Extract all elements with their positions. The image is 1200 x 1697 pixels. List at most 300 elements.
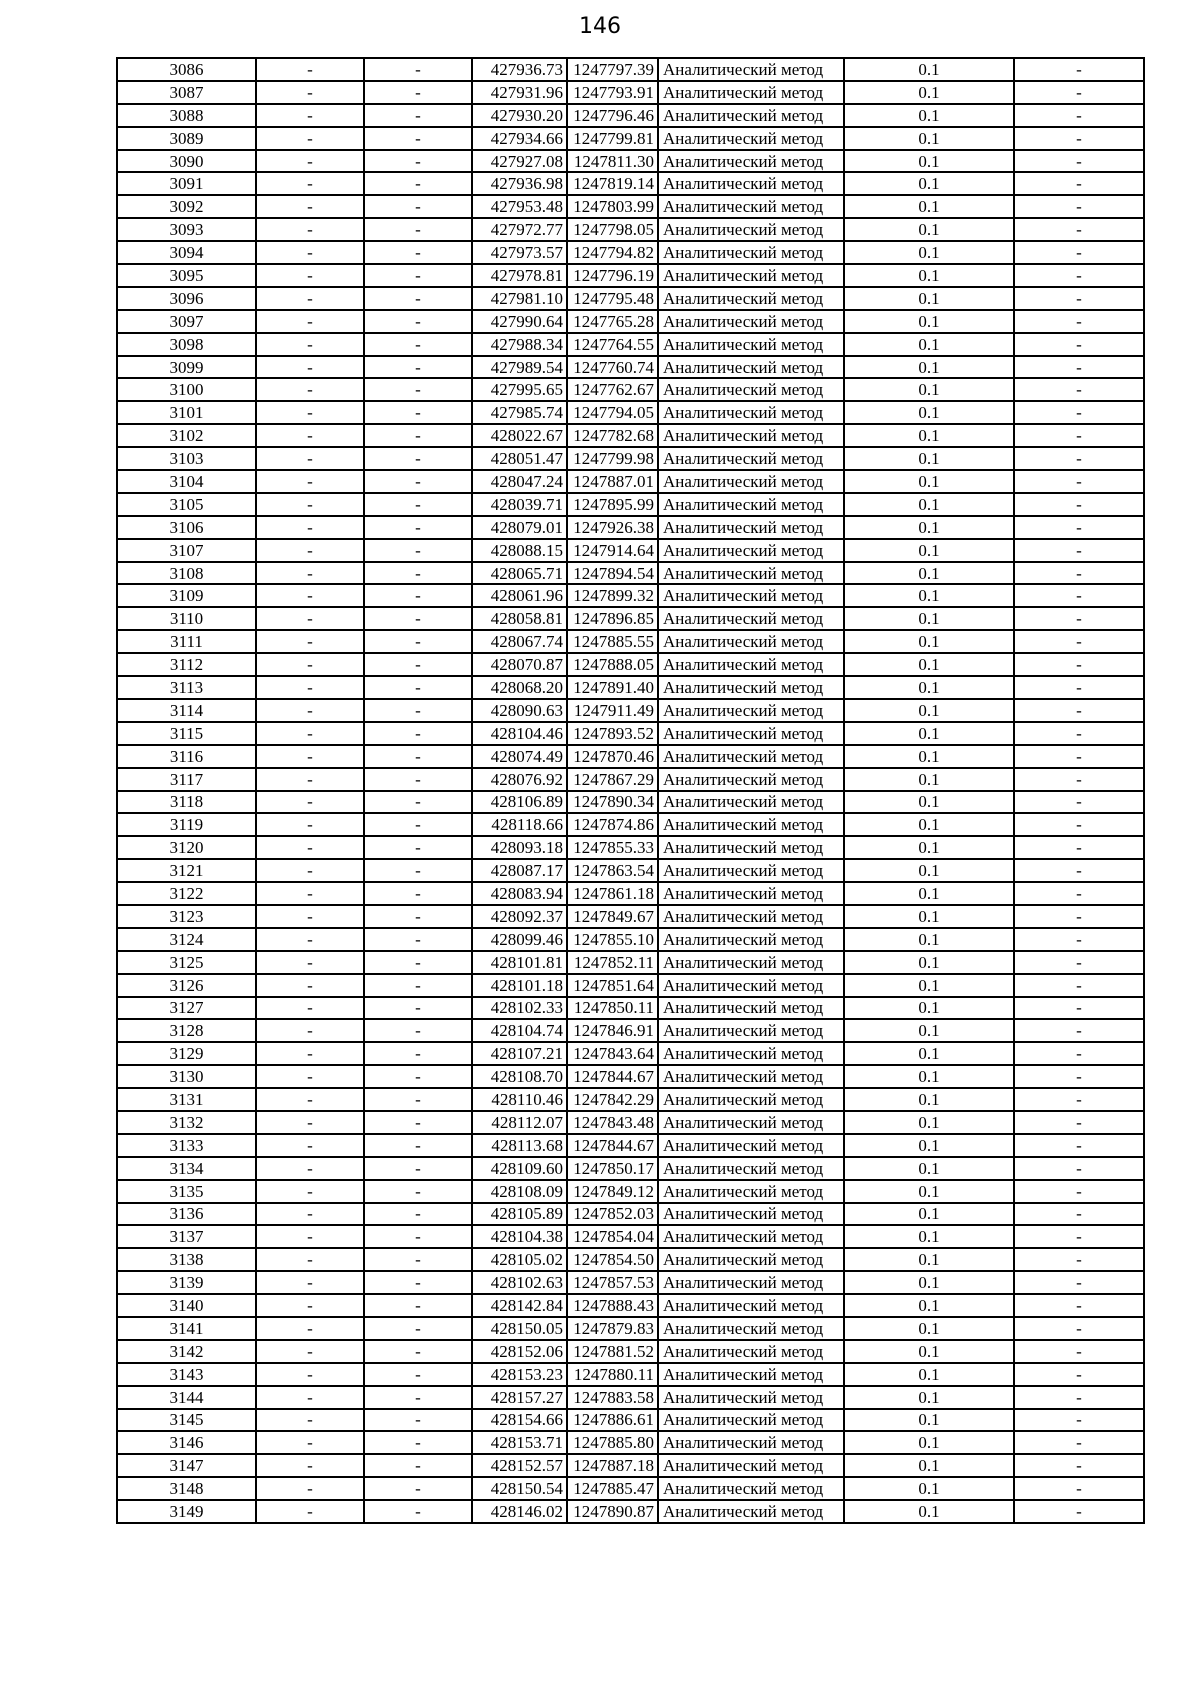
table-row (117, 127, 1144, 150)
y-coordinate-cell: 1247854.04 (567, 1225, 658, 1248)
accuracy-cell: 0.1 (844, 653, 1014, 676)
empty-value-cell: - (256, 516, 364, 539)
accuracy-cell: 0.1 (844, 836, 1014, 859)
table-row (117, 1111, 1144, 1134)
point-number-cell: 3148 (117, 1477, 256, 1500)
x-coordinate-cell: 428105.89 (472, 1203, 567, 1226)
table-row (117, 1500, 1144, 1523)
y-coordinate-cell: 1247843.64 (567, 1042, 658, 1065)
method-cell: Аналитический метод (658, 264, 844, 287)
table-row (117, 1134, 1144, 1157)
y-coordinate-cell: 1247886.61 (567, 1409, 658, 1432)
x-coordinate-cell: 427973.57 (472, 241, 567, 264)
point-number-cell: 3144 (117, 1386, 256, 1409)
x-coordinate-cell: 428083.94 (472, 882, 567, 905)
method-cell: Аналитический метод (658, 699, 844, 722)
empty-value-cell: - (256, 974, 364, 997)
accuracy-cell: 0.1 (844, 699, 1014, 722)
point-number-cell: 3113 (117, 676, 256, 699)
x-coordinate-cell: 427936.98 (472, 172, 567, 195)
method-cell: Аналитический метод (658, 493, 844, 516)
accuracy-cell: 0.1 (844, 1454, 1014, 1477)
point-number-cell: 3124 (117, 928, 256, 951)
y-coordinate-cell: 1247803.99 (567, 195, 658, 218)
accuracy-cell: 0.1 (844, 859, 1014, 882)
accuracy-cell: 0.1 (844, 378, 1014, 401)
x-coordinate-cell: 428101.81 (472, 951, 567, 974)
x-coordinate-cell: 428088.15 (472, 539, 567, 562)
empty-value-cell: - (256, 218, 364, 241)
point-number-cell: 3106 (117, 516, 256, 539)
x-coordinate-cell: 428070.87 (472, 653, 567, 676)
table-row (117, 1409, 1144, 1432)
empty-value-cell: - (364, 562, 472, 585)
y-coordinate-cell: 1247798.05 (567, 218, 658, 241)
table-row (117, 1065, 1144, 1088)
empty-value-cell: - (256, 1363, 364, 1386)
method-cell: Аналитический метод (658, 1454, 844, 1477)
coordinates-table (116, 57, 1145, 1524)
x-coordinate-cell: 428110.46 (472, 1088, 567, 1111)
table-row (117, 516, 1144, 539)
empty-value-cell: - (256, 1409, 364, 1432)
accuracy-cell: 0.1 (844, 81, 1014, 104)
empty-value-cell: - (364, 1317, 472, 1340)
table-row (117, 1431, 1144, 1454)
x-coordinate-cell: 428076.92 (472, 768, 567, 791)
table-row (117, 676, 1144, 699)
method-cell: Аналитический метод (658, 676, 844, 699)
accuracy-cell: 0.1 (844, 1431, 1014, 1454)
empty-value-cell: - (256, 951, 364, 974)
table-row (117, 584, 1144, 607)
table-row (117, 791, 1144, 814)
empty-value-cell: - (364, 813, 472, 836)
accuracy-cell: 0.1 (844, 882, 1014, 905)
accuracy-cell: 0.1 (844, 493, 1014, 516)
empty-value-cell: - (256, 653, 364, 676)
empty-value-cell: - (364, 1477, 472, 1500)
x-coordinate-cell: 428099.46 (472, 928, 567, 951)
empty-value-cell: - (364, 791, 472, 814)
table-row (117, 1203, 1144, 1226)
y-coordinate-cell: 1247888.05 (567, 653, 658, 676)
x-coordinate-cell: 428146.02 (472, 1500, 567, 1523)
empty-value-cell: - (364, 1386, 472, 1409)
method-cell: Аналитический метод (658, 791, 844, 814)
x-coordinate-cell: 428079.01 (472, 516, 567, 539)
empty-value-cell: - (256, 813, 364, 836)
y-coordinate-cell: 1247851.64 (567, 974, 658, 997)
point-number-cell: 3091 (117, 172, 256, 195)
method-cell: Аналитический метод (658, 607, 844, 630)
empty-value-cell: - (256, 1065, 364, 1088)
table-row (117, 722, 1144, 745)
empty-value-cell: - (364, 1409, 472, 1432)
accuracy-cell: 0.1 (844, 1340, 1014, 1363)
point-number-cell: 3104 (117, 470, 256, 493)
point-number-cell: 3093 (117, 218, 256, 241)
y-coordinate-cell: 1247885.47 (567, 1477, 658, 1500)
empty-value-cell: - (364, 172, 472, 195)
method-cell: Аналитический метод (658, 195, 844, 218)
empty-value-cell: - (256, 836, 364, 859)
x-coordinate-cell: 428106.89 (472, 791, 567, 814)
point-number-cell: 3129 (117, 1042, 256, 1065)
empty-value-cell: - (364, 1134, 472, 1157)
accuracy-cell: 0.1 (844, 470, 1014, 493)
x-coordinate-cell: 428105.02 (472, 1248, 567, 1271)
accuracy-cell: 0.1 (844, 1065, 1014, 1088)
empty-value-cell: - (364, 882, 472, 905)
method-cell: Аналитический метод (658, 1019, 844, 1042)
y-coordinate-cell: 1247765.28 (567, 310, 658, 333)
method-cell: Аналитический метод (658, 356, 844, 379)
y-coordinate-cell: 1247880.11 (567, 1363, 658, 1386)
table-row (117, 928, 1144, 951)
method-cell: Аналитический метод (658, 905, 844, 928)
method-cell: Аналитический метод (658, 447, 844, 470)
empty-value-cell: - (256, 905, 364, 928)
table-row (117, 997, 1144, 1020)
y-coordinate-cell: 1247764.55 (567, 333, 658, 356)
y-coordinate-cell: 1247911.49 (567, 699, 658, 722)
empty-value-cell: - (1014, 1248, 1144, 1271)
empty-value-cell: - (256, 127, 364, 150)
method-cell: Аналитический метод (658, 584, 844, 607)
point-number-cell: 3121 (117, 859, 256, 882)
empty-value-cell: - (256, 378, 364, 401)
method-cell: Аналитический метод (658, 1248, 844, 1271)
accuracy-cell: 0.1 (844, 791, 1014, 814)
empty-value-cell: - (256, 1019, 364, 1042)
empty-value-cell: - (1014, 264, 1144, 287)
x-coordinate-cell: 428104.46 (472, 722, 567, 745)
y-coordinate-cell: 1247891.40 (567, 676, 658, 699)
empty-value-cell: - (1014, 722, 1144, 745)
x-coordinate-cell: 428112.07 (472, 1111, 567, 1134)
empty-value-cell: - (364, 378, 472, 401)
y-coordinate-cell: 1247811.30 (567, 150, 658, 173)
y-coordinate-cell: 1247844.67 (567, 1134, 658, 1157)
empty-value-cell: - (364, 356, 472, 379)
empty-value-cell: - (256, 1317, 364, 1340)
x-coordinate-cell: 427990.64 (472, 310, 567, 333)
y-coordinate-cell: 1247885.80 (567, 1431, 658, 1454)
accuracy-cell: 0.1 (844, 150, 1014, 173)
empty-value-cell: - (1014, 1042, 1144, 1065)
empty-value-cell: - (364, 150, 472, 173)
empty-value-cell: - (364, 1019, 472, 1042)
empty-value-cell: - (256, 745, 364, 768)
accuracy-cell: 0.1 (844, 928, 1014, 951)
accuracy-cell: 0.1 (844, 1225, 1014, 1248)
x-coordinate-cell: 428068.20 (472, 676, 567, 699)
accuracy-cell: 0.1 (844, 539, 1014, 562)
empty-value-cell: - (1014, 653, 1144, 676)
table-row (117, 1340, 1144, 1363)
method-cell: Аналитический метод (658, 1340, 844, 1363)
empty-value-cell: - (1014, 1409, 1144, 1432)
y-coordinate-cell: 1247844.67 (567, 1065, 658, 1088)
y-coordinate-cell: 1247782.68 (567, 424, 658, 447)
empty-value-cell: - (256, 104, 364, 127)
empty-value-cell: - (364, 241, 472, 264)
empty-value-cell: - (1014, 859, 1144, 882)
x-coordinate-cell: 427936.73 (472, 58, 567, 81)
empty-value-cell: - (364, 836, 472, 859)
table-row (117, 562, 1144, 585)
accuracy-cell: 0.1 (844, 951, 1014, 974)
accuracy-cell: 0.1 (844, 1042, 1014, 1065)
accuracy-cell: 0.1 (844, 1317, 1014, 1340)
y-coordinate-cell: 1247894.54 (567, 562, 658, 585)
table-row (117, 699, 1144, 722)
method-cell: Аналитический метод (658, 562, 844, 585)
empty-value-cell: - (256, 241, 364, 264)
accuracy-cell: 0.1 (844, 195, 1014, 218)
empty-value-cell: - (364, 607, 472, 630)
table-row (117, 58, 1144, 81)
empty-value-cell: - (256, 172, 364, 195)
accuracy-cell: 0.1 (844, 104, 1014, 127)
method-cell: Аналитический метод (658, 813, 844, 836)
y-coordinate-cell: 1247874.86 (567, 813, 658, 836)
y-coordinate-cell: 1247799.98 (567, 447, 658, 470)
y-coordinate-cell: 1247794.05 (567, 401, 658, 424)
method-cell: Аналитический метод (658, 1180, 844, 1203)
empty-value-cell: - (364, 1363, 472, 1386)
empty-value-cell: - (1014, 882, 1144, 905)
accuracy-cell: 0.1 (844, 264, 1014, 287)
accuracy-cell: 0.1 (844, 768, 1014, 791)
method-cell: Аналитический метод (658, 1203, 844, 1226)
table-row (117, 150, 1144, 173)
empty-value-cell: - (256, 928, 364, 951)
x-coordinate-cell: 428104.74 (472, 1019, 567, 1042)
empty-value-cell: - (1014, 813, 1144, 836)
empty-value-cell: - (364, 1340, 472, 1363)
accuracy-cell: 0.1 (844, 1409, 1014, 1432)
empty-value-cell: - (1014, 58, 1144, 81)
method-cell: Аналитический метод (658, 1317, 844, 1340)
accuracy-cell: 0.1 (844, 1019, 1014, 1042)
point-number-cell: 3125 (117, 951, 256, 974)
accuracy-cell: 0.1 (844, 1271, 1014, 1294)
empty-value-cell: - (256, 676, 364, 699)
empty-value-cell: - (256, 1340, 364, 1363)
empty-value-cell: - (364, 1180, 472, 1203)
y-coordinate-cell: 1247893.52 (567, 722, 658, 745)
method-cell: Аналитический метод (658, 836, 844, 859)
point-number-cell: 3119 (117, 813, 256, 836)
empty-value-cell: - (1014, 1157, 1144, 1180)
empty-value-cell: - (256, 859, 364, 882)
empty-value-cell: - (1014, 745, 1144, 768)
empty-value-cell: - (1014, 1019, 1144, 1042)
x-coordinate-cell: 428087.17 (472, 859, 567, 882)
empty-value-cell: - (1014, 1271, 1144, 1294)
empty-value-cell: - (364, 539, 472, 562)
empty-value-cell: - (364, 447, 472, 470)
empty-value-cell: - (1014, 836, 1144, 859)
x-coordinate-cell: 428092.37 (472, 905, 567, 928)
y-coordinate-cell: 1247850.17 (567, 1157, 658, 1180)
empty-value-cell: - (256, 1294, 364, 1317)
accuracy-cell: 0.1 (844, 1294, 1014, 1317)
empty-value-cell: - (364, 287, 472, 310)
empty-value-cell: - (1014, 997, 1144, 1020)
empty-value-cell: - (364, 424, 472, 447)
empty-value-cell: - (364, 58, 472, 81)
x-coordinate-cell: 428022.67 (472, 424, 567, 447)
empty-value-cell: - (1014, 516, 1144, 539)
y-coordinate-cell: 1247867.29 (567, 768, 658, 791)
method-cell: Аналитический метод (658, 1088, 844, 1111)
empty-value-cell: - (364, 1157, 472, 1180)
point-number-cell: 3134 (117, 1157, 256, 1180)
empty-value-cell: - (364, 310, 472, 333)
empty-value-cell: - (256, 264, 364, 287)
point-number-cell: 3096 (117, 287, 256, 310)
point-number-cell: 3137 (117, 1225, 256, 1248)
point-number-cell: 3133 (117, 1134, 256, 1157)
table-row (117, 104, 1144, 127)
point-number-cell: 3127 (117, 997, 256, 1020)
x-coordinate-cell: 428090.63 (472, 699, 567, 722)
method-cell: Аналитический метод (658, 150, 844, 173)
method-cell: Аналитический метод (658, 1431, 844, 1454)
y-coordinate-cell: 1247819.14 (567, 172, 658, 195)
method-cell: Аналитический метод (658, 1134, 844, 1157)
table-row (117, 653, 1144, 676)
table-row (117, 1363, 1144, 1386)
table-row (117, 836, 1144, 859)
point-number-cell: 3147 (117, 1454, 256, 1477)
table-row (117, 310, 1144, 333)
table-row (117, 768, 1144, 791)
empty-value-cell: - (1014, 81, 1144, 104)
method-cell: Аналитический метод (658, 127, 844, 150)
method-cell: Аналитический метод (658, 172, 844, 195)
empty-value-cell: - (1014, 1477, 1144, 1500)
y-coordinate-cell: 1247861.18 (567, 882, 658, 905)
table-row (117, 470, 1144, 493)
empty-value-cell: - (364, 195, 472, 218)
point-number-cell: 3097 (117, 310, 256, 333)
empty-value-cell: - (1014, 1340, 1144, 1363)
empty-value-cell: - (256, 699, 364, 722)
empty-value-cell: - (1014, 1225, 1144, 1248)
empty-value-cell: - (256, 356, 364, 379)
empty-value-cell: - (1014, 424, 1144, 447)
empty-value-cell: - (364, 1111, 472, 1134)
empty-value-cell: - (1014, 1111, 1144, 1134)
empty-value-cell: - (364, 745, 472, 768)
y-coordinate-cell: 1247843.48 (567, 1111, 658, 1134)
point-number-cell: 3092 (117, 195, 256, 218)
table-row (117, 356, 1144, 379)
table-row (117, 1248, 1144, 1271)
empty-value-cell: - (256, 1134, 364, 1157)
y-coordinate-cell: 1247852.11 (567, 951, 658, 974)
x-coordinate-cell: 428153.71 (472, 1431, 567, 1454)
empty-value-cell: - (364, 1042, 472, 1065)
table-row (117, 241, 1144, 264)
empty-value-cell: - (364, 264, 472, 287)
x-coordinate-cell: 428150.54 (472, 1477, 567, 1500)
point-number-cell: 3102 (117, 424, 256, 447)
empty-value-cell: - (1014, 1386, 1144, 1409)
empty-value-cell: - (1014, 905, 1144, 928)
table-row (117, 424, 1144, 447)
empty-value-cell: - (1014, 676, 1144, 699)
empty-value-cell: - (364, 1271, 472, 1294)
method-cell: Аналитический метод (658, 745, 844, 768)
point-number-cell: 3132 (117, 1111, 256, 1134)
x-coordinate-cell: 428074.49 (472, 745, 567, 768)
y-coordinate-cell: 1247895.99 (567, 493, 658, 516)
method-cell: Аналитический метод (658, 470, 844, 493)
empty-value-cell: - (256, 630, 364, 653)
table-row (117, 882, 1144, 905)
y-coordinate-cell: 1247887.01 (567, 470, 658, 493)
empty-value-cell: - (256, 287, 364, 310)
x-coordinate-cell: 427989.54 (472, 356, 567, 379)
x-coordinate-cell: 428039.71 (472, 493, 567, 516)
method-cell: Аналитический метод (658, 1363, 844, 1386)
method-cell: Аналитический метод (658, 104, 844, 127)
y-coordinate-cell: 1247870.46 (567, 745, 658, 768)
empty-value-cell: - (1014, 1065, 1144, 1088)
accuracy-cell: 0.1 (844, 1386, 1014, 1409)
method-cell: Аналитический метод (658, 241, 844, 264)
accuracy-cell: 0.1 (844, 562, 1014, 585)
accuracy-cell: 0.1 (844, 401, 1014, 424)
table-row (117, 1088, 1144, 1111)
empty-value-cell: - (364, 401, 472, 424)
x-coordinate-cell: 427972.77 (472, 218, 567, 241)
empty-value-cell: - (256, 470, 364, 493)
accuracy-cell: 0.1 (844, 630, 1014, 653)
empty-value-cell: - (1014, 218, 1144, 241)
x-coordinate-cell: 428157.27 (472, 1386, 567, 1409)
empty-value-cell: - (1014, 928, 1144, 951)
empty-value-cell: - (256, 791, 364, 814)
empty-value-cell: - (1014, 768, 1144, 791)
empty-value-cell: - (1014, 241, 1144, 264)
point-number-cell: 3116 (117, 745, 256, 768)
point-number-cell: 3146 (117, 1431, 256, 1454)
empty-value-cell: - (1014, 172, 1144, 195)
empty-value-cell: - (256, 1088, 364, 1111)
x-coordinate-cell: 428107.21 (472, 1042, 567, 1065)
method-cell: Аналитический метод (658, 974, 844, 997)
method-cell: Аналитический метод (658, 218, 844, 241)
empty-value-cell: - (256, 447, 364, 470)
empty-value-cell: - (256, 333, 364, 356)
empty-value-cell: - (1014, 333, 1144, 356)
y-coordinate-cell: 1247896.85 (567, 607, 658, 630)
x-coordinate-cell: 428058.81 (472, 607, 567, 630)
accuracy-cell: 0.1 (844, 1363, 1014, 1386)
table-row (117, 905, 1144, 928)
page-number: 146 (579, 14, 621, 39)
method-cell: Аналитический метод (658, 768, 844, 791)
table-row (117, 493, 1144, 516)
table-row (117, 1157, 1144, 1180)
x-coordinate-cell: 427930.20 (472, 104, 567, 127)
